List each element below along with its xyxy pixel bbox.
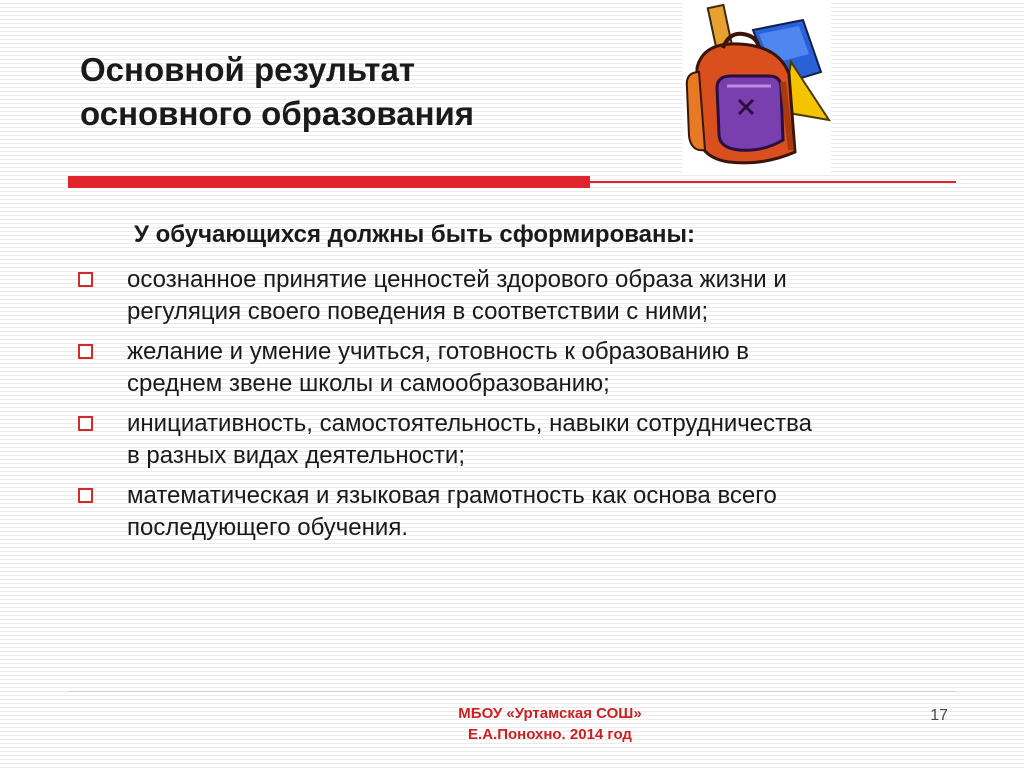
list-item [74,480,954,544]
list-item-line: в разных видах деятельности; [127,442,465,469]
square-checkbox-icon [78,344,93,359]
square-checkbox-icon [78,272,93,287]
bullet-list [74,264,954,552]
list-item [74,408,954,472]
footer-credit [400,703,700,745]
list-item [74,264,954,328]
title-divider-thin [590,181,956,183]
slide-title [80,48,640,136]
page-number: 17 [930,707,948,724]
square-checkbox-icon [78,416,93,431]
list-item-line: математическая и языковая грамотность как основа всего [127,482,777,509]
title-divider-thick [68,176,590,188]
footer-org: МБОУ «Уртамская СОШ» [458,705,642,722]
school-backpack-icon [683,2,831,172]
list-item-line: желание и умение учиться, готовность к образованию в [127,338,750,365]
list-item-line: осознанное принятие ценностей здорового образа жизни и [127,266,787,293]
list-item [74,336,954,400]
list-item-line: последующего обучения. [127,514,408,541]
footer-divider [68,691,956,692]
list-item-line: среднем звене школы и самообразованию; [127,370,610,397]
footer-author-year: Е.А.Понохно. 2014 год [468,726,632,743]
intro-heading: У обучающихся должны быть сформированы: [134,221,696,248]
list-item-line: регуляция своего поведения в соответствии с ними; [127,298,709,325]
slide-title-line: основного образования [80,95,475,132]
list-item-line: инициативность, самостоятельность, навыки сотрудничества [127,410,812,437]
square-checkbox-icon [78,488,93,503]
slide-title-line: Основной результат [80,51,415,88]
